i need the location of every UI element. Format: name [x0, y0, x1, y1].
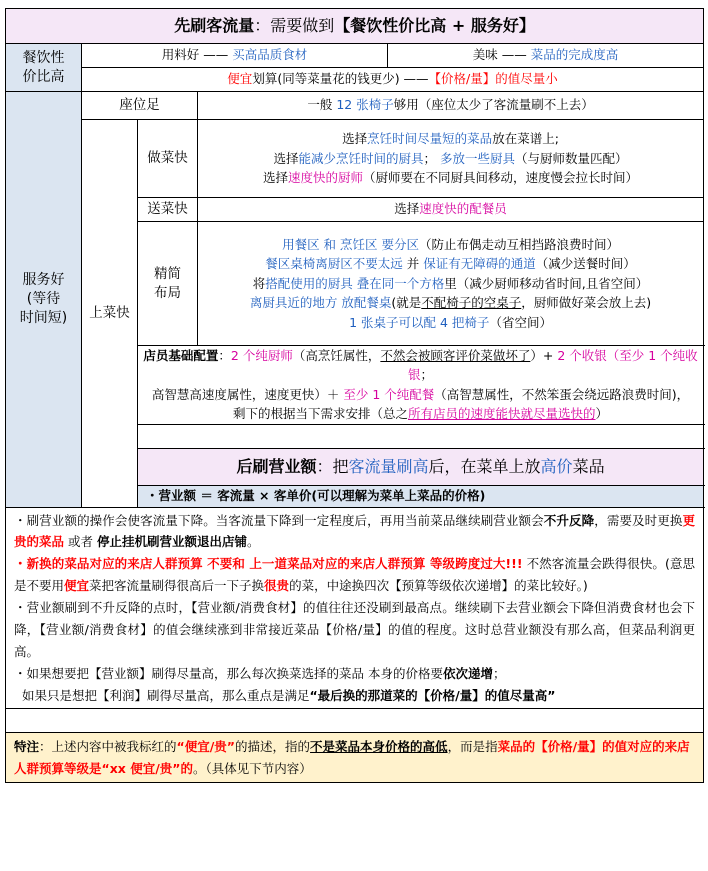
staff-l1-a: 店员基础配置	[143, 348, 219, 363]
revenue-formula: ・营业额 ＝ 客流量 × 客单价(可以理解为菜单上菜品的价格)	[138, 485, 704, 507]
staff-l1-i: ；	[420, 367, 434, 383]
lay4-a: 离厨具近的地方 放配餐桌	[249, 295, 392, 311]
rev-p4-b: 依次递增	[442, 665, 493, 681]
section2-title-c: 客流量刷高	[348, 456, 429, 476]
staff-l1-e: 不然会被顾客评价菜做坏了	[380, 348, 531, 363]
rev-p1-d: 更贵的菜品	[14, 512, 696, 550]
spacer-row-1	[138, 424, 704, 448]
taste-value: 菜品的完成度高	[530, 47, 619, 63]
rev-p2-d: 菜把客流量刷得很高后一下子换	[89, 578, 265, 594]
taste-cell	[388, 44, 704, 68]
layout-line-2	[202, 254, 699, 273]
rev-p1-e: 或者	[64, 534, 97, 550]
cook-line-3	[202, 168, 699, 187]
staff-l2-a: 高智慧高速度属性	[151, 386, 252, 402]
rev-p5-a: 如果只是想把【利润】刷得尽量高，那么重点是满足	[14, 687, 310, 703]
cook-l2-a: 选择	[273, 150, 299, 166]
cheap-ratio: 【价格/量】的值尽量小	[428, 71, 558, 87]
staff-l1-c: 2 个纯厨师	[230, 348, 293, 363]
deliver-a: 选择	[394, 201, 420, 217]
rev-p2-f: 的菜，中途换四次【预算等级依次递增】的菜比较好。)	[289, 578, 588, 594]
cheap-word: 便宜	[227, 71, 253, 87]
document-sheet	[0, 8, 706, 869]
lay4-c: 不配椅子的空桌子	[421, 295, 522, 311]
rev-p2-a: ・新换的菜品对应的来店人群预算 不要和 上一道菜品对应的来店人群预算 等级跨度过大!!!	[14, 556, 523, 572]
deliver-text	[198, 198, 704, 222]
ingredients-cell	[82, 44, 388, 68]
ingredients-sep: ——	[203, 47, 229, 63]
lay4-d: ，厨师做好菜会放上去)	[521, 295, 652, 311]
serve-label: 上菜快	[82, 120, 138, 508]
cook-l2-d: 多放一些厨具	[440, 150, 516, 166]
deliver-label: 送菜快	[138, 198, 198, 222]
lay2-a: 餐区桌椅离厨区不要太远	[265, 256, 403, 272]
seats-t3: 够用（座位太少了客流量刷不上去）	[393, 97, 594, 113]
revenue-body	[6, 507, 704, 709]
ingredients-value: 买高品质食材	[232, 47, 308, 63]
rev-p1-c: ，需要及时更换	[594, 512, 683, 528]
section1-title-main: 【餐饮性价比高 + 服务好】	[334, 16, 535, 36]
section1-title-mid: ：需要做到	[254, 16, 335, 36]
layout-line-3	[202, 274, 699, 293]
rev-p1-b: 不升反降	[543, 512, 595, 528]
cook-l2-e: （与厨师数量匹配）	[515, 150, 628, 166]
section1-header	[6, 9, 704, 44]
cook-line-1	[202, 129, 699, 148]
cook-l1-a: 选择	[342, 131, 368, 147]
staff-l1-f: ）+	[530, 348, 558, 363]
rev-p1-a: ・刷营业额的操作会使客流量下降。当客流量下降到一定程度后，再用当前菜品继续刷营业额会	[14, 512, 544, 528]
cheap-cell	[82, 68, 704, 92]
taste-sep: ——	[501, 47, 527, 63]
guide-table	[5, 8, 704, 783]
staff-l3-c: ）	[595, 406, 609, 422]
note-b: ：上述内容中被我标红的	[39, 739, 177, 755]
layout-line-5	[202, 313, 699, 332]
note-c: “便宜/贵”	[176, 739, 236, 755]
cook-l3-a: 选择	[263, 170, 289, 186]
seats-t1: 一般	[307, 97, 337, 113]
note-a: 特注	[14, 739, 40, 755]
lay4-b: (就是	[391, 295, 422, 311]
section2-title-b: ：把	[316, 456, 349, 476]
section2-title-f: 菜品	[572, 456, 605, 476]
note-f: ，而是指	[447, 739, 498, 755]
revenue-p1	[14, 510, 695, 554]
rev-p2-e: 很贵	[264, 578, 290, 594]
rev-p5-b: “最后换的那道菜的【价格/量】的值尽量高”	[309, 687, 556, 703]
value-label: 餐饮性 价比高	[6, 44, 82, 92]
layout-label: 精简 布局	[138, 222, 198, 346]
note-g: 菜品的【价格/量】的值对应的来店人群预算等级是“xx 便宜/贵”的	[14, 739, 690, 776]
section2-title-a: 后刷营业额	[236, 456, 317, 476]
section1-title-prefix: 先刷客流量	[174, 16, 255, 36]
cook-l2-c: ；	[423, 150, 437, 166]
note-e: 不是菜品本身价格的高低	[310, 739, 448, 755]
section2-title-e: 高价	[540, 456, 573, 476]
section2-title-d: 后，在菜单上放	[428, 456, 541, 476]
staff-l1-d: （高烹饪属性，	[292, 348, 381, 363]
lay5-b: （省空间）	[489, 314, 552, 330]
rev-p4-a: ・如果想要把【营业额】刷得尽量高，那么每次换菜选择的菜品 本身的价格要	[14, 665, 443, 681]
staff-l1-g: 2 个收银	[557, 348, 607, 363]
cook-l3-b: 速度快的厨师	[288, 170, 364, 186]
staff-line-1	[142, 346, 699, 385]
rev-p2-c: 便宜	[64, 578, 90, 594]
rev-p2-b: 不然客流量会跌得很快。(意思是不要用	[14, 556, 696, 594]
lay1-b: （防止布偶走动互相挡路浪费时间）	[418, 237, 619, 253]
lay1-a: 用餐区 和 烹饪区 要分区	[282, 237, 419, 253]
revenue-p3: ・营业额刷到不升反降的点时，【营业额/消费食材】的值往往还没刷到最高点。继续刷下去营业额会下降但消费食材也会下降，【营业额/消费食材】的值会继续涨到非常接近菜品【价格/量】的值的程度。这时总营业额没有那么高，但菜品利润更高。	[14, 600, 696, 659]
lay2-d: （减少送餐时间）	[535, 256, 636, 272]
staff-l1-b: ：	[218, 348, 231, 363]
rev-p1-g: 。	[246, 534, 260, 550]
layout-text	[198, 222, 704, 346]
rev-p1-f: 停止挂机刷营业额退出店铺	[96, 534, 247, 550]
rev-p4-c: ；	[493, 665, 506, 681]
revenue-p2	[14, 553, 695, 597]
lay2-c: 保证有无障碍的通道	[423, 256, 536, 272]
staff-config	[138, 346, 704, 425]
special-note	[6, 733, 704, 783]
service-label: 服务好 (等待 时间短)	[6, 92, 82, 508]
cook-l3-c: （厨师要在不同厨具间移动，速度慢会拉长时间）	[363, 170, 639, 186]
cook-label: 做菜快	[138, 120, 198, 198]
lay3-a: 将	[252, 275, 266, 291]
lay2-b: 并	[402, 256, 424, 272]
cook-l2-b: 能减少烹饪时间的厨具	[298, 150, 424, 166]
staff-l1-h: （至少 1 个纯收银	[408, 348, 698, 383]
staff-l2-c: 至少 1 个纯配餐	[343, 386, 435, 402]
cook-l1-b: 烹饪时间尽量短的菜品	[367, 131, 493, 147]
staff-line-3	[142, 404, 699, 423]
revenue-p5	[14, 685, 695, 707]
staff-l2-d: （高智慧属性，不然笨蛋会绕远路浪费时间)，	[434, 386, 690, 402]
cook-l1-c: 放在菜谱上;	[492, 131, 559, 147]
taste-label: 美味	[472, 47, 498, 63]
staff-l3-b: 所有店员的速度能快就尽量选快的	[408, 406, 596, 422]
seats-t2: 12 张椅子	[336, 97, 394, 113]
seats-text	[198, 92, 704, 120]
ingredients-label: 用料好	[161, 47, 200, 63]
section2-header	[138, 448, 704, 485]
cheap-explain: 划算(同等菜量花的钱更少) ——	[252, 71, 429, 87]
cook-text	[198, 120, 704, 198]
staff-l3-a: 剩下的根据当下需求安排（总之	[233, 406, 409, 422]
cook-line-2	[202, 149, 699, 168]
deliver-b: 速度快的配餐员	[419, 201, 507, 217]
spacer-row-2	[6, 709, 704, 733]
note-h: 。（具体见下节内容）	[192, 760, 312, 776]
seats-label: 座位足	[82, 92, 198, 120]
layout-line-1	[202, 235, 699, 254]
layout-line-4	[202, 293, 699, 312]
note-d: 的描述，指的	[235, 739, 311, 755]
lay5-a: 1 张桌子可以配 4 把椅子	[349, 314, 490, 330]
lay3-c: 里（减少厨师移动省时间,且省空间）	[444, 275, 649, 291]
revenue-p4	[14, 663, 695, 685]
staff-line-2	[142, 385, 699, 404]
staff-l2-b: ，速度更快）＋	[251, 386, 344, 402]
lay3-b: 搭配使用的厨具 叠在同一个方格	[265, 275, 445, 291]
